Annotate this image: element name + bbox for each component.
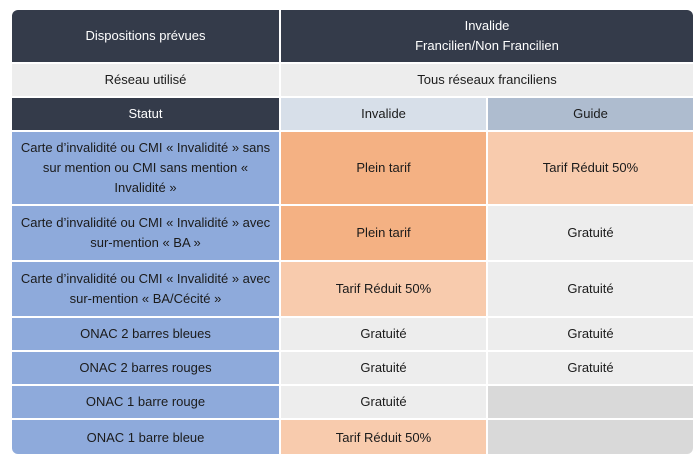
header-invalide-line1: Invalide xyxy=(464,18,510,33)
header-row xyxy=(12,10,693,64)
row-statut: ONAC 2 barres rouges xyxy=(12,352,281,386)
row-invalide: Tarif Réduit 50% xyxy=(281,262,488,318)
row-invalide: Plein tarif xyxy=(281,206,488,262)
row-guide: Gratuité xyxy=(488,318,693,352)
row-guide: Gratuité xyxy=(488,262,693,318)
row-invalide: Tarif Réduit 50% xyxy=(281,420,488,454)
table-row xyxy=(12,352,693,386)
row-invalide: Gratuité xyxy=(281,386,488,420)
subheader-statut: Statut xyxy=(12,98,281,132)
row-statut: Carte d’invalidité ou CMI « Invalidité » avec sur-mention « BA/Cécité » xyxy=(12,262,281,318)
header-invalide-line2: Francilien/Non Francilien xyxy=(415,38,559,53)
header-dispositions: Dispositions prévues xyxy=(12,10,281,64)
subheader-invalide: Invalide xyxy=(281,98,488,132)
reseau-row xyxy=(12,64,693,98)
reseau-value: Tous réseaux franciliens xyxy=(281,64,693,98)
row-invalide: Plein tarif xyxy=(281,132,488,206)
row-statut: ONAC 1 barre rouge xyxy=(12,386,281,420)
table-row xyxy=(12,386,693,420)
row-invalide: Gratuité xyxy=(281,318,488,352)
subheader-row xyxy=(12,98,693,132)
row-statut: ONAC 2 barres bleues xyxy=(12,318,281,352)
table-row xyxy=(12,420,693,454)
row-guide xyxy=(488,386,693,420)
row-invalide: Gratuité xyxy=(281,352,488,386)
subheader-guide: Guide xyxy=(488,98,693,132)
row-guide: Tarif Réduit 50% xyxy=(488,132,693,206)
row-statut: ONAC 1 barre bleue xyxy=(12,420,281,454)
tariff-table xyxy=(12,10,693,454)
row-guide: Gratuité xyxy=(488,206,693,262)
row-statut: Carte d’invalidité ou CMI « Invalidité » sans sur mention ou CMI sans mention « Invalidité » xyxy=(12,132,281,206)
header-invalide xyxy=(281,10,693,64)
table-row xyxy=(12,206,693,262)
table-row xyxy=(12,132,693,206)
row-statut: Carte d’invalidité ou CMI « Invalidité » avec sur-mention « BA » xyxy=(12,206,281,262)
table-row xyxy=(12,318,693,352)
row-guide xyxy=(488,420,693,454)
table-row xyxy=(12,262,693,318)
reseau-label: Réseau utilisé xyxy=(12,64,281,98)
row-guide: Gratuité xyxy=(488,352,693,386)
